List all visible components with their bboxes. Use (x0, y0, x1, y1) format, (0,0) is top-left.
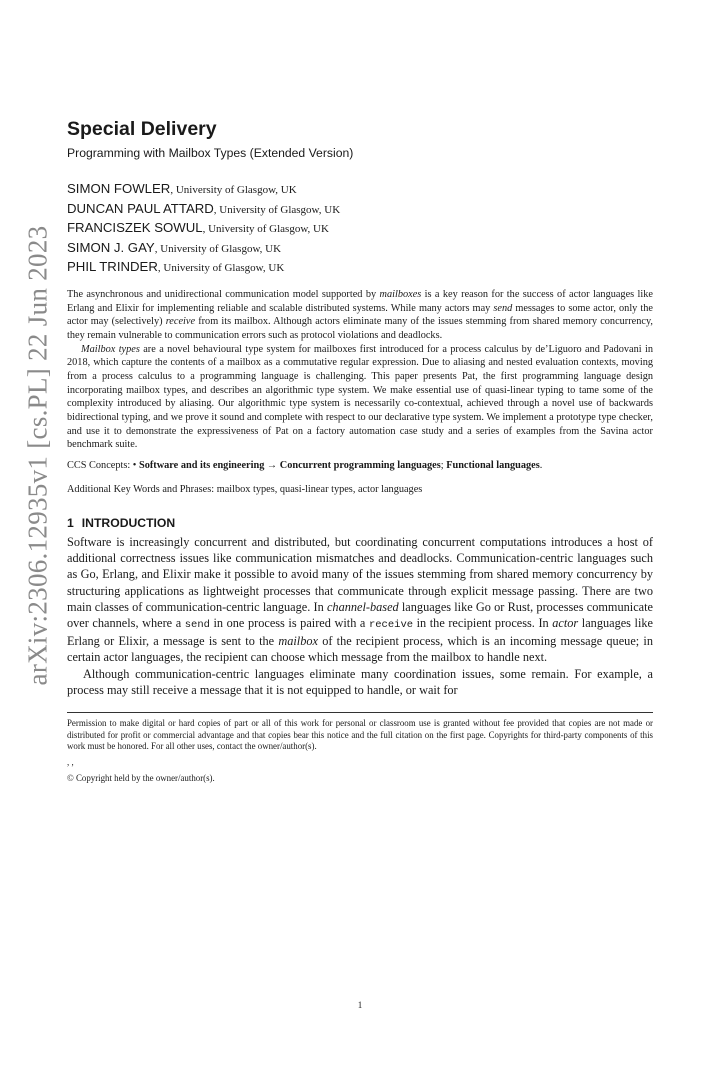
ccs-concepts (67, 459, 653, 473)
author-name: FRANCISZEK SOWUL (67, 220, 203, 236)
author-affiliation: , University of Glasgow, UK (157, 262, 285, 275)
author-name: SIMON J. GAY (67, 239, 155, 255)
abstract (67, 288, 653, 452)
abstract-paragraph-1 (67, 288, 653, 343)
section-title: INTRODUCTION (81, 516, 176, 531)
text-run: is a key reason for the success of actor languages like Erlang and Elixir for implementing reliable and scalable distributed systems. While many actors may (67, 288, 653, 314)
emphasis: mailboxes (379, 288, 422, 300)
code-keyword: send (184, 619, 210, 632)
emphasis: channel-based (326, 599, 399, 614)
paper-subtitle: Programming with Mailbox Types (Extended Version) (67, 146, 354, 160)
copyright-notice: © Copyright held by the owner/author(s). (67, 772, 215, 783)
permission-notice: Permission to make digital or hard copies of part or all of this work for personal or classroom use is granted without fee provided that copies are not made or distributed for profit or commercial advantage and that copies bear this notice and the full citation on the first page. Copyrights for third-party components of this work must be honored. For all other uses, contact the owner/author(s). (67, 718, 653, 752)
keywords: Additional Key Words and Phrases: mailbox types, quasi-linear types, actor languages (67, 484, 423, 496)
author-entry (67, 200, 653, 220)
author-list (67, 180, 653, 278)
intro-paragraph-2: Although communication-centric languages eliminate many coordination issues, some remain. For example, a process may still receive a message that it is not equipped to handle, or wait for (67, 666, 653, 697)
abstract-paragraph-2 (67, 343, 653, 452)
code-keyword: receive (368, 619, 414, 632)
author-entry (67, 180, 653, 200)
arxiv-identifier: arXiv:2306.12935v1 [cs.PL] 22 Jun 2023 (22, 225, 53, 685)
paper-title: Special Delivery (67, 118, 217, 140)
ccs-separator: ; (440, 459, 447, 471)
text-run: in the recipient process. In (413, 616, 553, 631)
emphasis: receive (165, 316, 196, 328)
venue-line: , , (67, 757, 74, 768)
text-run: The asynchronous and unidirectional communication model supported by (67, 288, 380, 300)
text-run: from its mailbox. Although actors eliminate many of the issues stemming from shared memory concurrency, they remain vulnerable to communication errors such as protocol violations and deadlocks. (67, 316, 653, 341)
author-affiliation: , University of Glasgow, UK (213, 203, 341, 216)
footnote (67, 718, 653, 785)
emphasis: send (493, 302, 513, 314)
text-run: Software is increasingly concurrent and distributed, but coordinating concurrent computations introduces a host of additional correctness issues like communication mismatches and deadlocks. Communication-centric languages such as Go, Erlang, and Elixir make it possible to avoid many of the issues stemming from shared memory concurrency by structuring applications as lightweight processes that communicate through explicit message passing. There are two main classes of communication-centric language. In (67, 535, 653, 614)
emphasis: mailbox (278, 634, 318, 649)
introduction-body (67, 534, 653, 698)
author-affiliation: , University of Glasgow, UK (154, 242, 282, 255)
author-name: PHIL TRINDER (67, 259, 158, 275)
paper-page (67, 118, 653, 785)
ccs-concept: Software and its engineering → Concurrent programming languages (138, 459, 441, 471)
author-name: DUNCAN PAUL ATTARD (67, 200, 214, 216)
text-run: are a novel behavioural type system for mailboxes first introduced for a process calculus by de’Liguoro and Padovani in 2018, which capture the contents of a mailbox as a commutative regular expression. Due to aliasing and nested evaluation contexts, moving from a process calculus to a programming language is challenging. This paper presents Pat, the first programming language design incorporating mailbox types, and describes an algorithmic type system. We make essential use of quasi-linear typing to tame some of the complexity introduced by aliasing. Our algorithmic type system is necessarily co-contextual, achieved through a novel use of backwards bidirectional typing, and we prove it sound and complete with respect to our declarative type system. We implement a prototype type checker, and use it to demonstrate the expressiveness of Pat on a factory automation case study and a series of examples from the Savina actor benchmark suite. (67, 343, 653, 451)
author-entry (67, 239, 653, 259)
section-heading (67, 516, 653, 530)
ccs-end: . (539, 459, 543, 471)
text-run: in one process is paired with a (209, 616, 369, 631)
author-name: SIMON FOWLER (67, 181, 171, 196)
intro-paragraph-1 (67, 534, 653, 666)
text-run: messages to some actor, only the actor may (selectively) (67, 302, 653, 328)
emphasis: actor (552, 616, 579, 631)
author-entry (67, 219, 653, 239)
text-run: languages like Go or Rust, processes communicate over channels, where a (67, 599, 654, 631)
page-number: 1 (357, 1000, 363, 1010)
footnote-divider (67, 712, 653, 713)
ccs-concept: Functional languages (446, 459, 540, 471)
author-entry (67, 258, 653, 278)
ccs-label: CCS Concepts: • (67, 459, 139, 471)
arxiv-sidebar (13, 205, 63, 705)
author-affiliation: , University of Glasgow, UK (202, 223, 329, 236)
emphasis: Mailbox types (81, 343, 140, 355)
author-affiliation: , University of Glasgow, UK (170, 184, 297, 196)
section-number: 1 (67, 516, 74, 531)
text-run: of the recipient process, which is an incoming message queue; in certain actor languages, the recipient can choose which message from the mailbox to handle next. (67, 634, 653, 665)
text-run: languages like Erlang or Elixir, a message is sent to the (67, 616, 653, 649)
